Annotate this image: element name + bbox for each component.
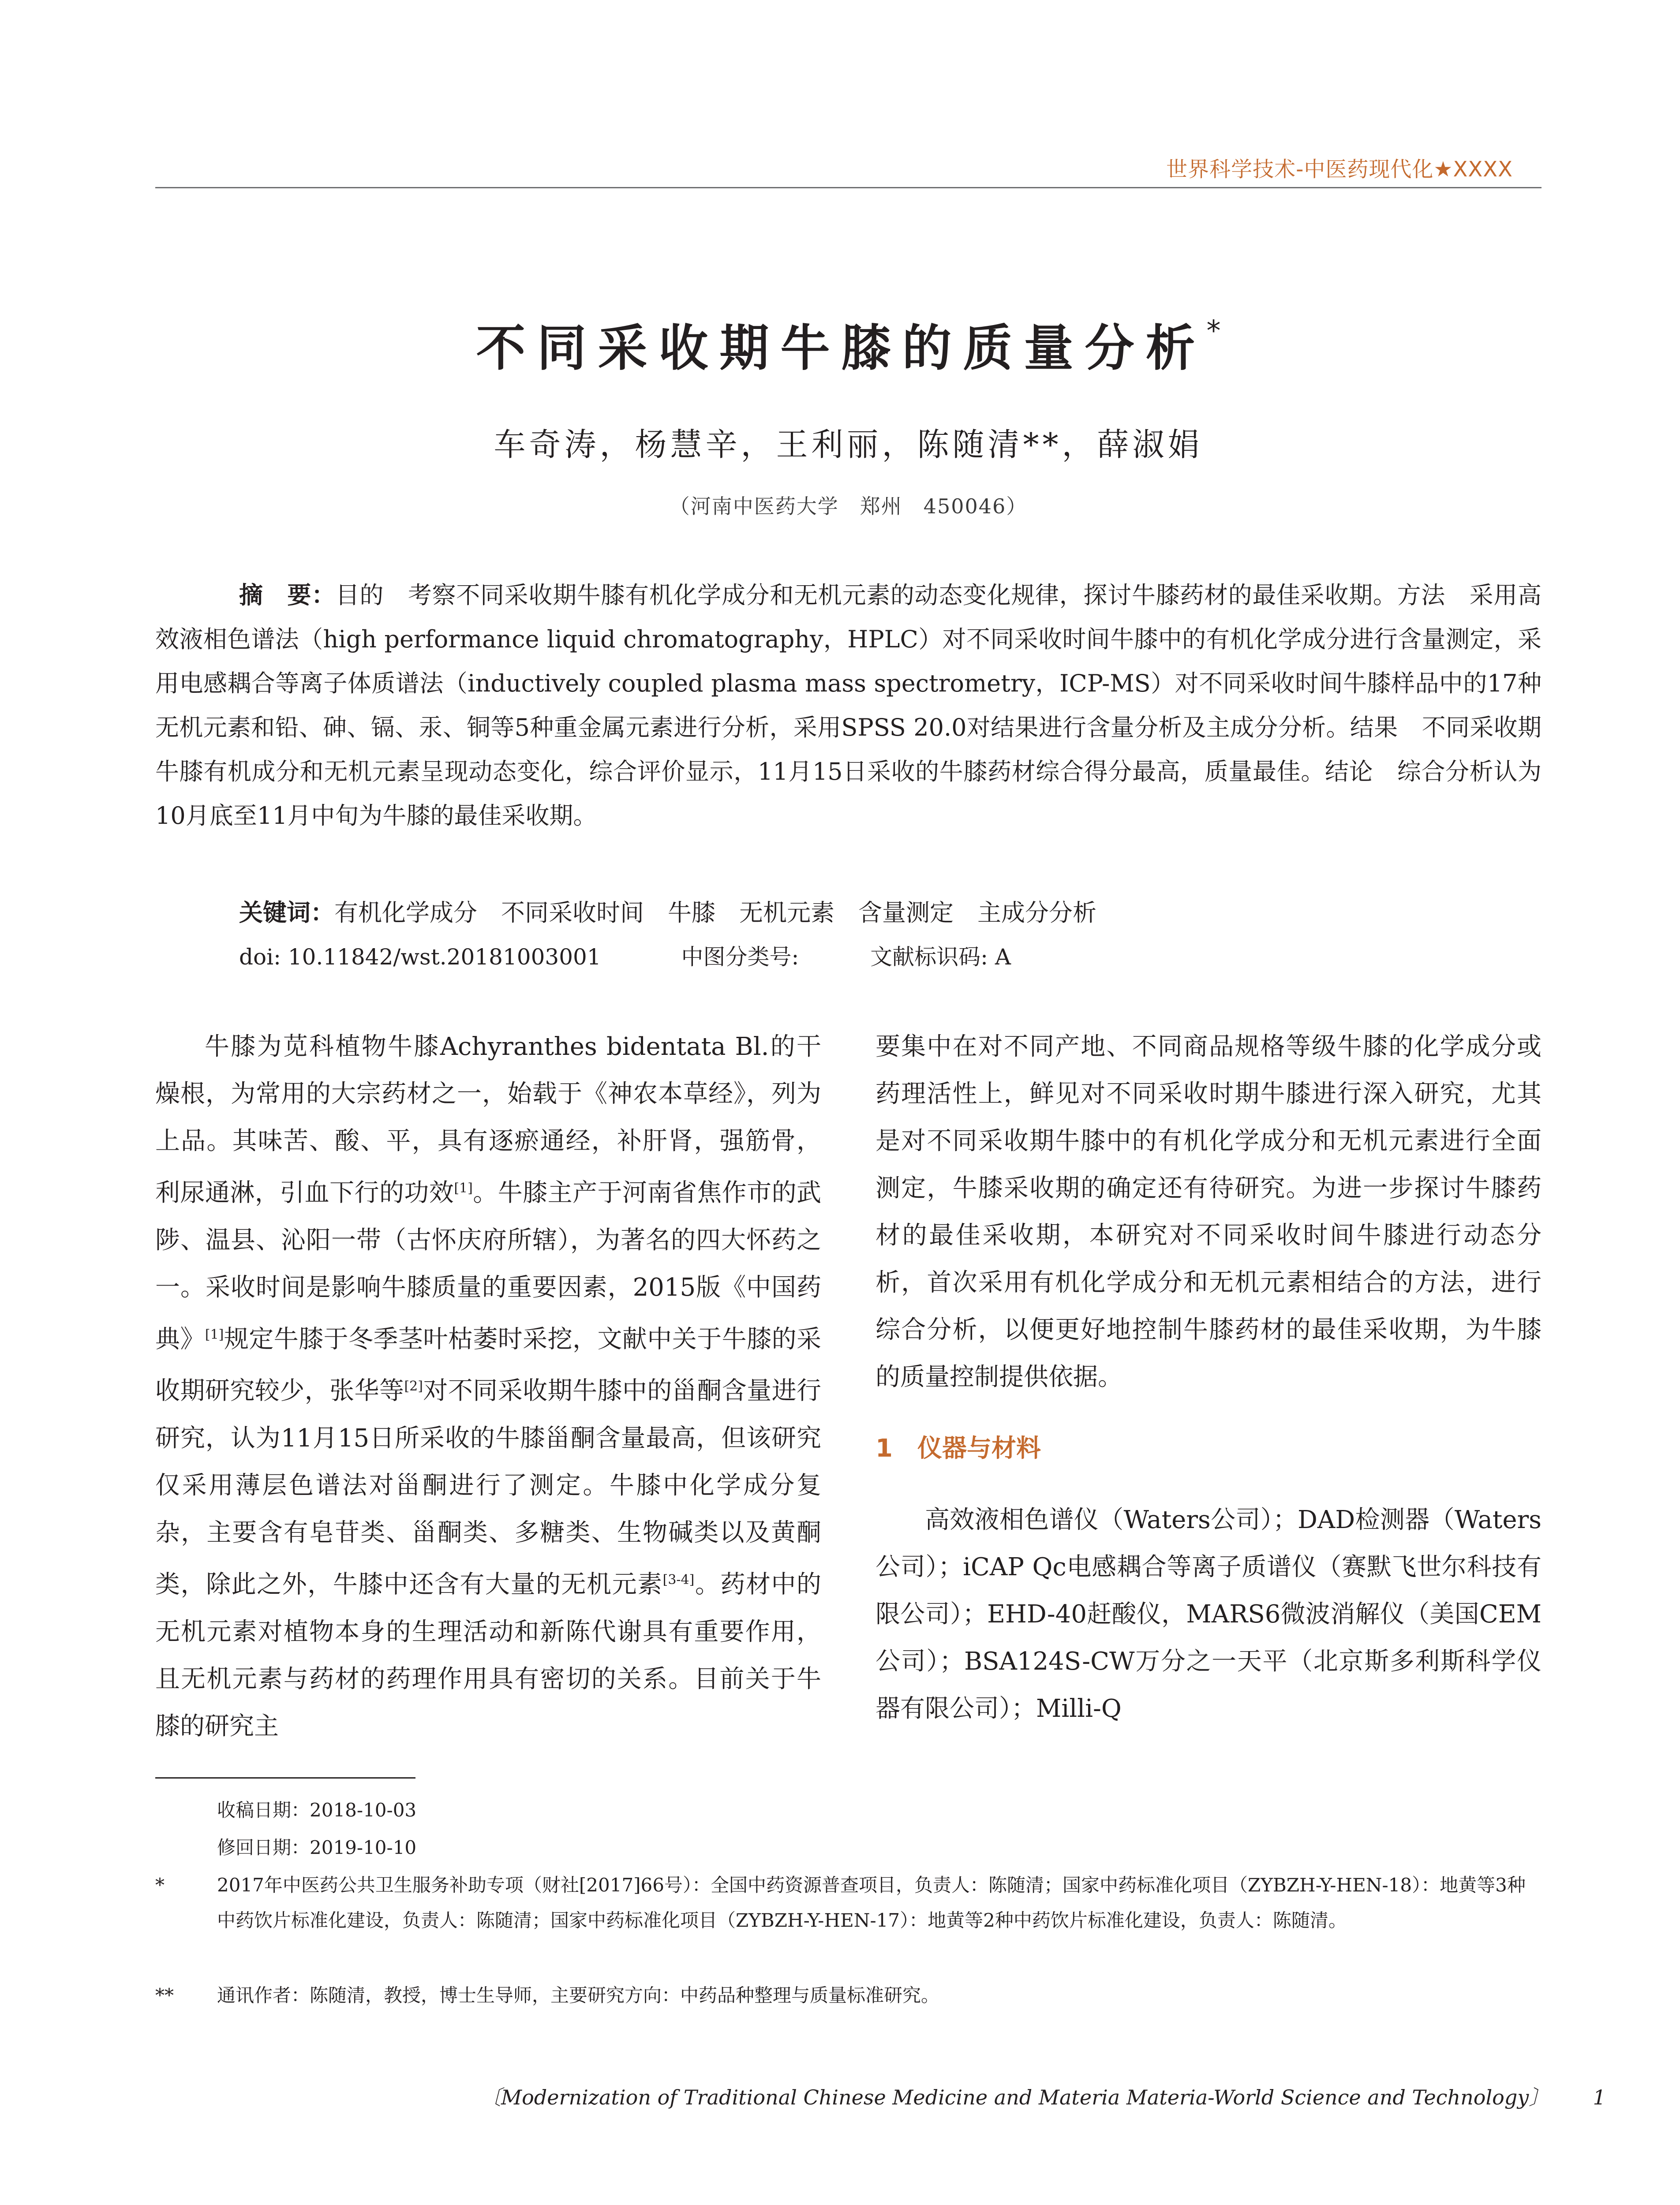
- body-right-column: [876, 1023, 1542, 1732]
- received-date: 收稿日期：2018-10-03: [217, 1799, 417, 1821]
- keywords-row: [239, 891, 1542, 935]
- corresponding-mark: **: [155, 1984, 174, 2006]
- affiliation: （河南中医药大学 郑州 450046）: [669, 494, 1028, 518]
- citation: [1]: [454, 1181, 473, 1196]
- instruments-paragraph: 高效液相色谱仪（Waters公司）；DAD检测器（Waters公司）；iCAP Qc电感耦合等离子质谱仪（赛默飞世尔科技有限公司）；EHD-40赶酸仪，MARS6微波消解仪（美国CEM公司）；BSA124S-CW万分之一天平（北京斯多利斯科学仪器有限公司）；Milli-Q: [876, 1506, 1542, 1723]
- funding-text: 2017年中医药公共卫生服务补助专项（财社[2017]66号）：全国中药资源普查项目，负责人：陈随清；国家中药标准化项目（ZYBZH-Y-HEN-18）：地黄等3种中药饮片标准化建设，负责人：陈随清；国家中药标准化项目（ZYBZH-Y-HEN-17）：地黄等2种中药饮片标准化建设，负责人：陈随清。: [217, 1874, 1526, 1931]
- keywords-label: 关键词：: [239, 899, 334, 927]
- section-heading-1: 1 仪器与材料: [876, 1434, 1041, 1463]
- corresponding-footnote: [155, 1978, 1542, 2013]
- abstract: [155, 573, 1542, 838]
- funding-mark: *: [155, 1874, 165, 1896]
- footer-journal: 〔Modernization of Traditional Chinese Medicine and Materia Materia-World Science and Technology〕: [481, 2085, 1549, 2109]
- authors: 车奇涛，杨慧辛，王利丽，陈随清**，薛淑娟: [494, 426, 1203, 463]
- clc-label: 中图分类号:: [681, 944, 799, 970]
- journal-header: 世界科学技术-中医药现代化★XXXX: [1166, 157, 1513, 182]
- page-number: 1: [1593, 2085, 1606, 2109]
- keywords-text: 有机化学成分 不同采收时间 牛膝 无机元素 含量测定 主成分分析: [334, 899, 1096, 927]
- revised-date: 修回日期：2019-10-10: [217, 1837, 417, 1858]
- page-footer: [481, 2082, 1606, 2111]
- doi: doi: 10.11842/wst.20181003001: [239, 944, 601, 970]
- title-footnote-mark: *: [1206, 314, 1221, 348]
- funding-footnote: [155, 1868, 1542, 1938]
- citation: [3-4]: [662, 1572, 695, 1588]
- citation: [1]: [205, 1327, 224, 1342]
- footnote-rule: [155, 1777, 415, 1779]
- corresponding-text: 通讯作者：陈随清，教授，博士生导师，主要研究方向：中药品种整理与质量标准研究。: [217, 1984, 940, 2006]
- abstract-text: 目的 考察不同采收期牛膝有机化学成分和无机元素的动态变化规律，探讨牛膝药材的最佳采收期。方法 采用高效液相色谱法（high performance liquid chromatography，HPLC）对不同采收时间牛膝中的有机化学成分进行含量测定，采用电感耦合等离子体质谱法（inductively coupled plasma mass spectrometry，ICP-MS）对不同采收时间牛膝样品中的17种无机元素和铅、砷、镉、汞、铜等5种重金属元素进行分析，采用SPSS 20.0对结果进行含量分析及主成分分析。结果 不同采收期牛膝有机成分和无机元素呈现动态变化，综合评价显示，11月15日采收的牛膝药材综合得分最高，质量最佳。结论 综合分析认为10月底至11月中旬为牛膝的最佳采收期。: [155, 581, 1542, 830]
- paper-title-text: 不同采收期牛膝的质量分析: [476, 320, 1207, 377]
- doc-code: 文献标识码: A: [870, 944, 1011, 970]
- abstract-label: 摘 要：: [239, 581, 336, 609]
- intro-paragraph-right: 要集中在对不同产地、不同商品规格等级牛膝的化学成分或药理活性上，鲜见对不同采收时期牛膝进行深入研究，尤其是对不同采收期牛膝中的有机化学成分和无机元素进行全面测定，牛膝采收期的确定还有待研究。为进一步探讨牛膝药材的最佳采收期，本研究对不同采收时间牛膝进行动态分析，首次采用有机化学成分和无机元素相结合的方法，进行综合分析，以便更好地控制牛膝药材的最佳采收期，为牛膝的质量控制提供依据。: [876, 1032, 1542, 1391]
- doi-row: [239, 935, 1542, 979]
- header-rule: [155, 187, 1542, 188]
- citation: [2]: [404, 1379, 423, 1394]
- intro-paragraph-left: 牛膝为苋科植物牛膝Achyranthes bidentata Bl.的干燥根，为常用的大宗药材之一，始载于《神农本草经》，列为上品。其味苦、酸、平，具有逐瘀通经，补肝肾，强筋骨，利尿通淋，引血下行的功效[1]。牛膝主产于河南省焦作市的武陟、温县、沁阳一带（古怀庆府所辖），为著名的四大怀药之一。采收时间是影响牛膝质量的重要因素，2015版《中国药典》[1]规定牛膝于冬季茎叶枯萎时采挖，文献中关于牛膝的采收期研究较少，张华等[2]对不同采收期牛膝中的甾酮含量进行研究，认为11月15日所采收的牛膝甾酮含量最高，但该研究仅采用薄层色谱法对甾酮进行了测定。牛膝中化学成分复杂，主要含有皂苷类、甾酮类、多糖类、生物碱类以及黄酮类，除此之外，牛膝中还含有大量的无机元素[3-4]。药材中的无机元素对植物本身的生理活动和新陈代谢具有重要作用，且无机元素与药材的药理作用具有密切的关系。目前关于牛膝的研究主: [155, 1032, 822, 1741]
- paper-title: [155, 309, 1542, 380]
- body-left-column: [155, 1023, 821, 1750]
